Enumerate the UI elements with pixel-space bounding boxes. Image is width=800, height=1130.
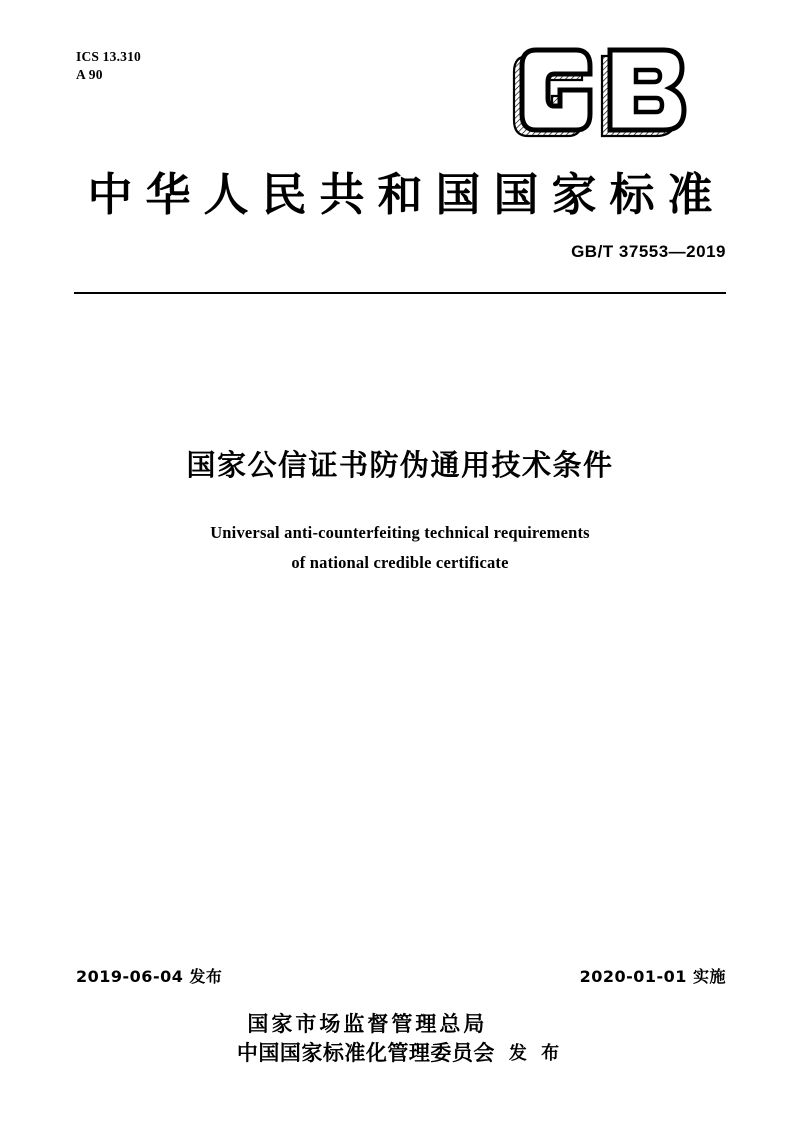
- issue-date: 2019-06-04 发布: [76, 967, 223, 986]
- ics-category-code: A 90: [76, 67, 103, 83]
- document-title-english-line-2: of national credible certificate: [291, 553, 509, 572]
- publisher-verb: 发 布: [508, 1043, 564, 1064]
- document-title-chinese: 国家公信证书防伪通用技术条件: [186, 448, 614, 482]
- document-title-english-line-1: Universal anti-counterfeiting technical requirements: [210, 523, 590, 542]
- document-title-english: [130, 518, 670, 578]
- gb-national-standard-logo-icon: [506, 42, 698, 148]
- implementation-date: 2020-01-01 实施: [579, 967, 726, 986]
- publisher-line-1: 国家市场监督管理总局: [247, 1012, 488, 1036]
- header-divider: [74, 292, 726, 294]
- publisher-block: [0, 1010, 800, 1068]
- ics-number: ICS 13.310: [76, 49, 142, 64]
- national-standard-title: 中华人民共和国国家标准: [87, 168, 726, 221]
- publisher-line-2: 中国国家标准化管理委员会: [236, 1041, 495, 1065]
- publisher-names: [237, 1010, 495, 1068]
- ics-classification-block: [76, 48, 141, 84]
- standard-number: GB/T 37553—2019: [571, 242, 726, 261]
